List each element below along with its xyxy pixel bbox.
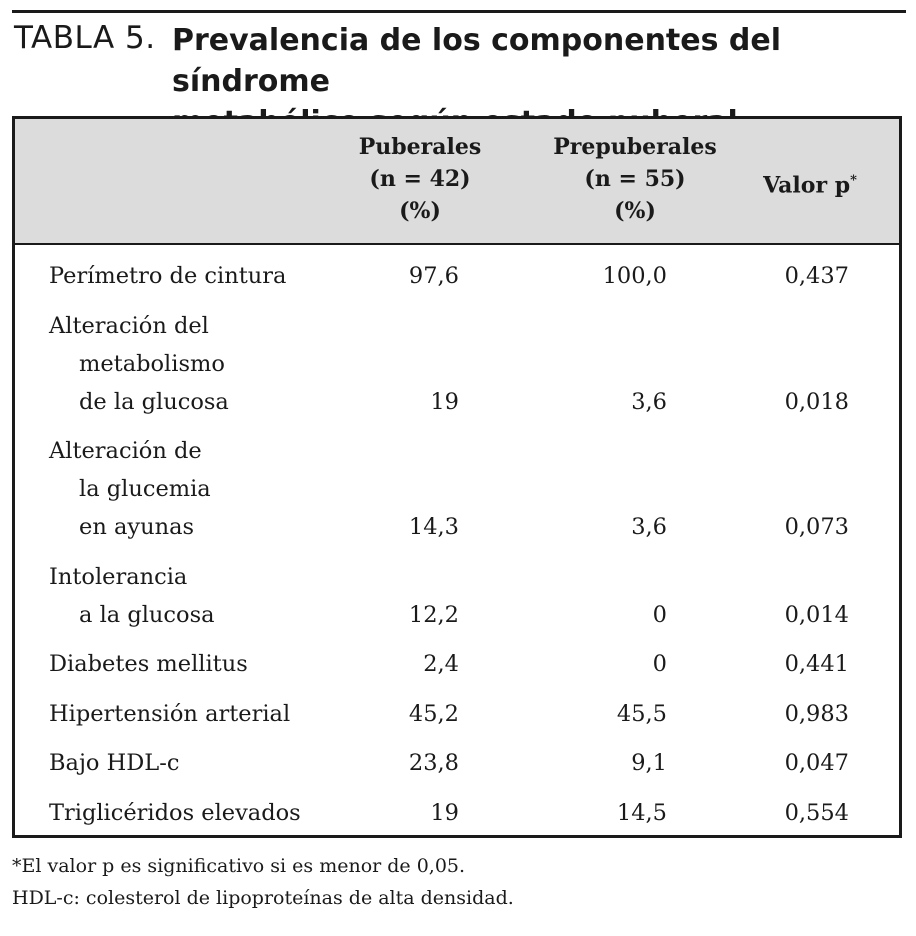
- cell-puberales: 12,2: [408, 601, 459, 628]
- cell-prepuberales: 9,1: [631, 750, 667, 776]
- column-header-valor-p: Valor p*: [763, 172, 857, 199]
- table-title-line-1: Prevalencia de los componentes del síndrome: [172, 23, 782, 99]
- row-label: Alteración de la glucemia en ayunas: [49, 438, 211, 540]
- cell-valor-p: 0,983: [784, 700, 849, 727]
- table-label: TABLA 5.: [14, 20, 156, 56]
- table-row: [15, 257, 899, 295]
- cell-prepuberales: 0: [652, 601, 667, 628]
- cell-puberales: 2,4: [423, 651, 459, 677]
- cell-prepuberales: 14,5: [616, 799, 667, 826]
- table-row: [15, 645, 899, 683]
- cell-prepuberales: 45,5: [616, 700, 667, 727]
- row-label: Perímetro de cintura: [49, 263, 287, 289]
- cell-prepuberales: 3,6: [631, 514, 667, 540]
- column-header-puberales: Puberales (n = 42) (%): [358, 134, 482, 224]
- cell-prepuberales: 3,6: [631, 388, 667, 415]
- table-row: [15, 432, 899, 546]
- cell-puberales: 19: [430, 388, 459, 415]
- row-label: Intolerancia a la glucosa: [49, 563, 215, 628]
- cell-valor-p: 0,073: [784, 514, 849, 540]
- row-label: Bajo HDL-c: [49, 750, 180, 776]
- table-row: [15, 307, 899, 421]
- table-row: [15, 558, 899, 634]
- top-rule: [12, 10, 906, 13]
- cell-puberales: 23,8: [408, 750, 459, 776]
- row-label: Diabetes mellitus: [49, 651, 248, 677]
- footnote-abbreviation: HDL-c: colesterol de lipoproteínas de alta densidad.: [12, 887, 514, 909]
- table-row: [15, 744, 899, 782]
- cell-valor-p: 0,441: [784, 651, 849, 677]
- table-row: [15, 794, 899, 832]
- row-label: Alteración del metabolismo de la glucosa: [49, 312, 229, 415]
- data-table: [12, 116, 902, 838]
- cell-puberales: 19: [430, 799, 459, 826]
- cell-valor-p: 0,014: [784, 601, 849, 628]
- cell-puberales: 97,6: [408, 263, 459, 289]
- cell-puberales: 14,3: [408, 514, 459, 540]
- footnote-significance: *El valor p es significativo si es menor de 0,05.: [12, 855, 466, 877]
- column-header-prepuberales: Prepuberales (n = 55) (%): [553, 134, 717, 224]
- row-label: Hipertensión arterial: [49, 700, 291, 727]
- table-header: [15, 119, 899, 245]
- row-label: Triglicéridos elevados: [49, 799, 301, 826]
- cell-valor-p: 0,554: [784, 799, 849, 826]
- table-row: [15, 695, 899, 733]
- cell-valor-p: 0,018: [784, 388, 849, 415]
- cell-puberales: 45,2: [408, 700, 459, 727]
- cell-prepuberales: 100,0: [602, 263, 667, 289]
- cell-prepuberales: 0: [652, 651, 667, 677]
- cell-valor-p: 0,437: [784, 263, 849, 289]
- footnotes: [12, 850, 902, 914]
- cell-valor-p: 0,047: [784, 750, 849, 776]
